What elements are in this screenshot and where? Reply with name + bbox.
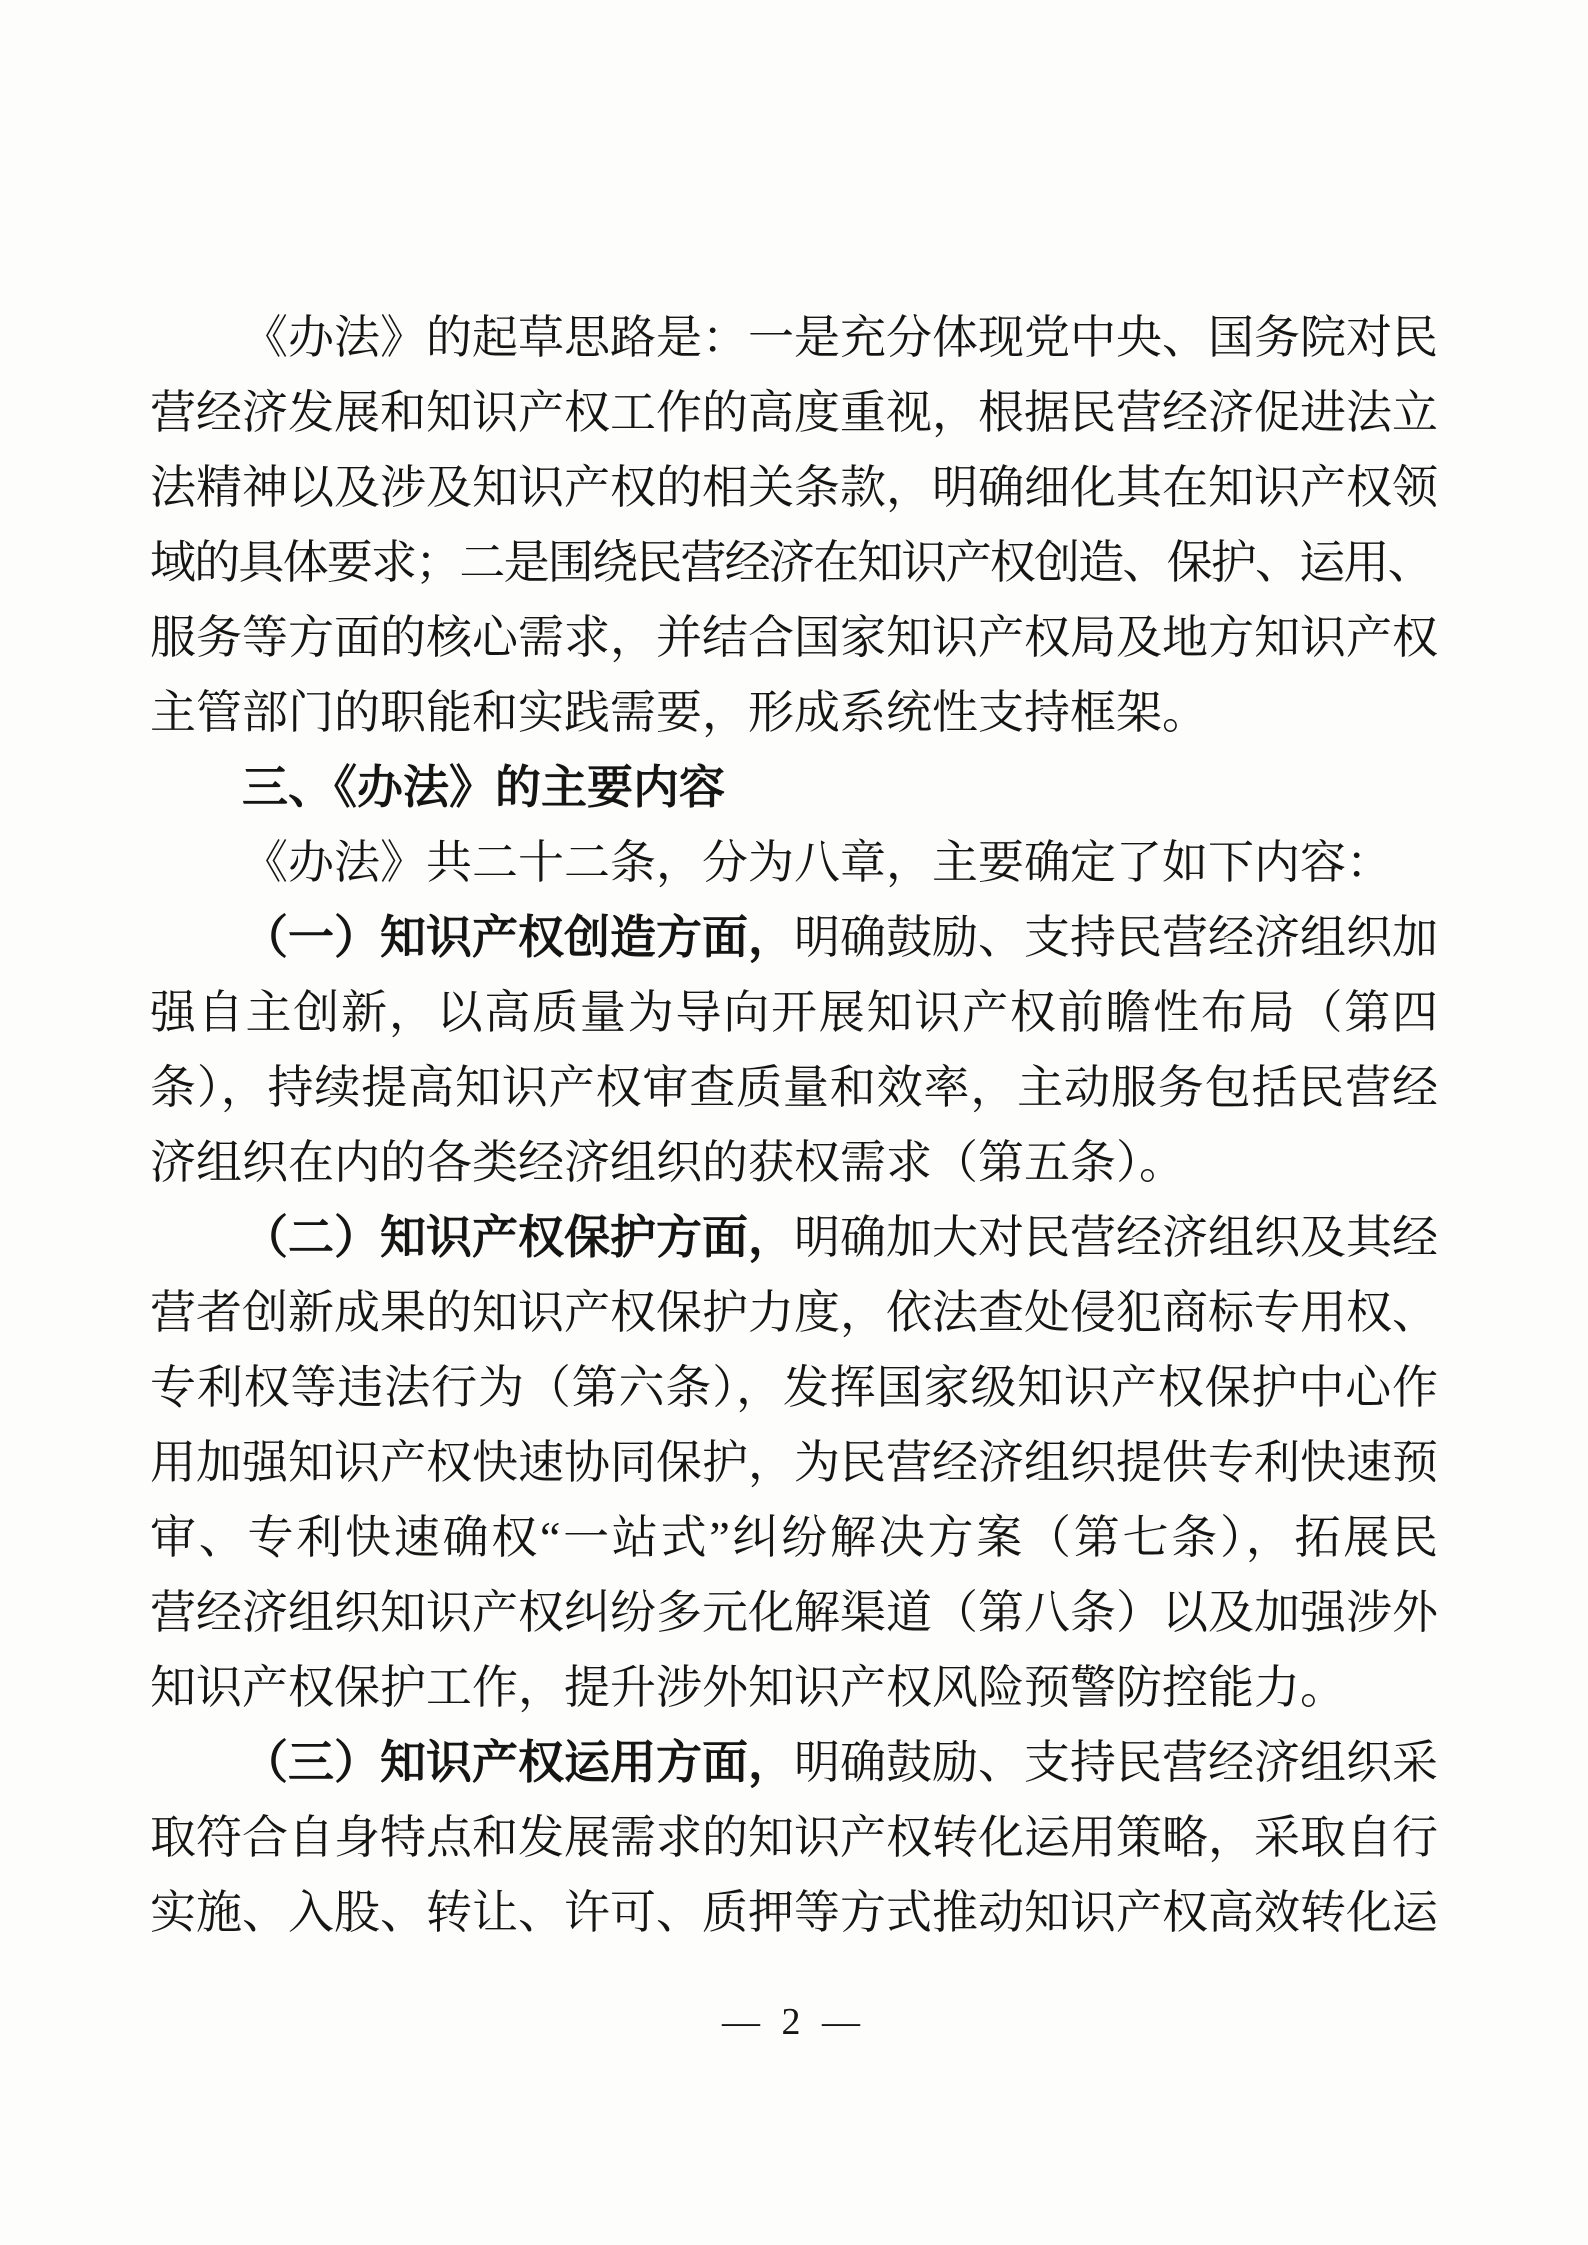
text-line [150,1200,1438,1275]
section-heading: 三、《办法》的主要内容 [242,761,725,813]
bold-run: （三）知识产权运用方面， [242,1736,794,1788]
text-line [150,900,1438,975]
text-line: 知识产权保护工作，提升涉外知识产权风险预警防控能力。 [150,1662,1346,1713]
bold-run: （一）知识产权创造方面， [242,911,794,963]
text-line: 强自主创新，以高质量为导向开展知识产权前瞻性布局（第四 [150,987,1438,1038]
text-line: 条），持续提高知识产权审查质量和效率，主动服务包括民营经 [150,1062,1438,1113]
text-line: 用加强知识产权快速协同保护，为民营经济组织提供专利快速预 [150,1437,1438,1488]
text-line: 营者创新成果的知识产权保护力度，依法查处侵犯商标专用权、 [150,1287,1438,1338]
bold-run: （二）知识产权保护方面， [242,1211,794,1263]
text-line: 审、专利快速确权“一站式”纠纷解决方案（第七条），拓展民 [150,1512,1438,1563]
text-line: 实施、入股、转让、许可、质押等方式推动知识产权高效转化运 [150,1887,1438,1938]
text-line: 主管部门的职能和实践需要，形成系统性支持框架。 [150,687,1208,738]
text-line: 营经济组织知识产权纠纷多元化解渠道（第八条）以及加强涉外 [150,1587,1438,1638]
text-line: 法精神以及涉及知识产权的相关条款，明确细化其在知识产权领 [150,462,1438,513]
text-line: 《办法》的起草思路是：一是充分体现党中央、国务院对民 [242,312,1438,363]
text-line: 服务等方面的核心需求，并结合国家知识产权局及地方知识产权 [150,612,1438,663]
text-line: 域的具体要求；二是围绕民营经济在知识产权创造、保护、运用、 [150,537,1432,588]
document-body [150,300,1438,1950]
text-line: 专利权等违法行为（第六条），发挥国家级知识产权保护中心作 [150,1362,1438,1413]
line-text: 明确加大对民营经济组织及其经 [794,1212,1438,1263]
line-text: 明确鼓励、支持民营经济组织采 [794,1737,1438,1788]
text-line: 济组织在内的各类经济组织的获权需求（第五条）。 [150,1137,1185,1188]
text-line: 取符合自身特点和发展需求的知识产权转化运用策略，采取自行 [150,1812,1438,1863]
text-line: 营经济发展和知识产权工作的高度重视，根据民营经济促进法立 [150,387,1438,438]
line-text: 明确鼓励、支持民营经济组织加 [794,912,1438,963]
page-number: — 2 — [722,2001,866,2043]
text-line: 《办法》共二十二条，分为八章，主要确定了如下内容： [242,837,1392,888]
text-line [150,1725,1438,1800]
